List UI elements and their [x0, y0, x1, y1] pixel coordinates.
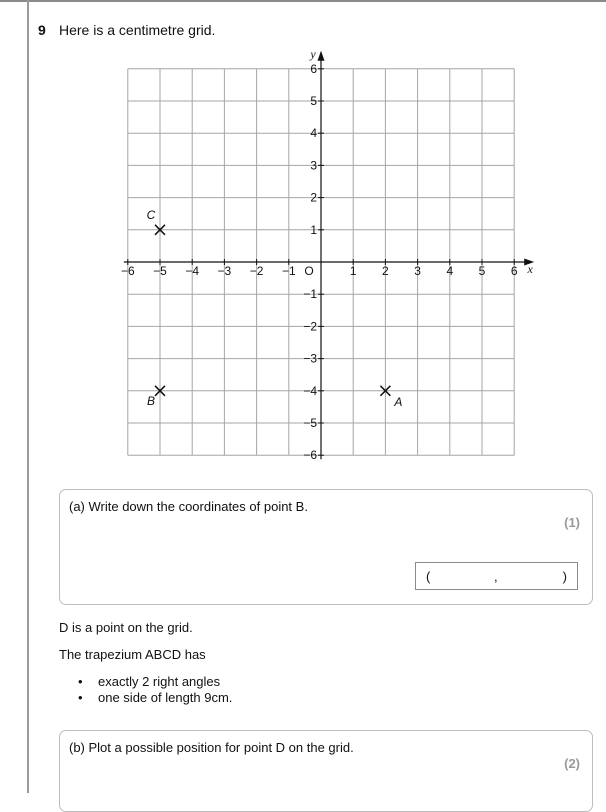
y-tick-label: 1: [310, 222, 317, 237]
y-tick-label: −3: [303, 351, 317, 366]
y-tick-label: −5: [303, 416, 317, 430]
condition-item: • one side of length 9cm.: [78, 690, 232, 706]
x-tick-label: −2: [249, 264, 264, 278]
point-a-label: A: [394, 394, 403, 409]
y-tick-label: 3: [310, 158, 317, 173]
part-a-box: [59, 489, 593, 605]
point-c-label: C: [146, 207, 156, 222]
part-b-box: [59, 730, 593, 812]
x-tick-label: 2: [382, 264, 389, 278]
y-tick-label: −1: [303, 287, 317, 302]
x-tick-label: 6: [510, 264, 518, 278]
condition-item: • exactly 2 right angles: [78, 674, 232, 690]
point-b-label: B: [146, 393, 156, 408]
part-a-marks: (1): [564, 515, 580, 530]
condition-list: [78, 674, 232, 706]
x-axis-label: x: [527, 262, 533, 276]
statement-trapezium: The trapezium ABCD has: [59, 647, 206, 662]
part-b-marks: (2): [564, 756, 580, 771]
question-number: 9: [38, 22, 46, 38]
x-tick-label: 5: [478, 264, 486, 278]
answer-close-bracket: ): [562, 569, 567, 584]
question-intro: Here is a centimetre grid.: [59, 22, 216, 38]
answer-open-bracket: (: [426, 569, 431, 584]
y-tick-label: 6: [310, 61, 317, 76]
part-b-title: (b) Plot a possible position for point D on the grid.: [69, 740, 354, 755]
y-axis-arrow: [318, 51, 325, 61]
x-tick-label: −6: [120, 264, 135, 278]
x-tick-label: 3: [414, 264, 421, 278]
y-tick-label: 2: [310, 190, 317, 205]
y-tick-label: −4: [303, 383, 317, 398]
y-tick-label: 5: [310, 94, 317, 108]
y-tick-label: 4: [310, 126, 317, 141]
coordinates-answer-box[interactable]: [415, 562, 578, 590]
y-axis-label: y: [310, 46, 316, 61]
y-tick-label: −6: [303, 448, 317, 463]
x-tick-label: −4: [185, 264, 200, 278]
origin-label: O: [304, 264, 314, 278]
y-tick-label: −2: [303, 319, 317, 334]
x-tick-label: −1: [281, 264, 296, 278]
x-tick-label: 4: [446, 264, 454, 278]
x-tick-label: 1: [349, 264, 357, 278]
part-a-title: (a) Write down the coordinates of point B.: [69, 499, 308, 514]
answer-comma: ,: [494, 569, 498, 584]
x-tick-label: −5: [153, 264, 167, 278]
statement-d-point: D is a point on the grid.: [59, 620, 193, 635]
x-tick-label: −3: [217, 264, 232, 278]
